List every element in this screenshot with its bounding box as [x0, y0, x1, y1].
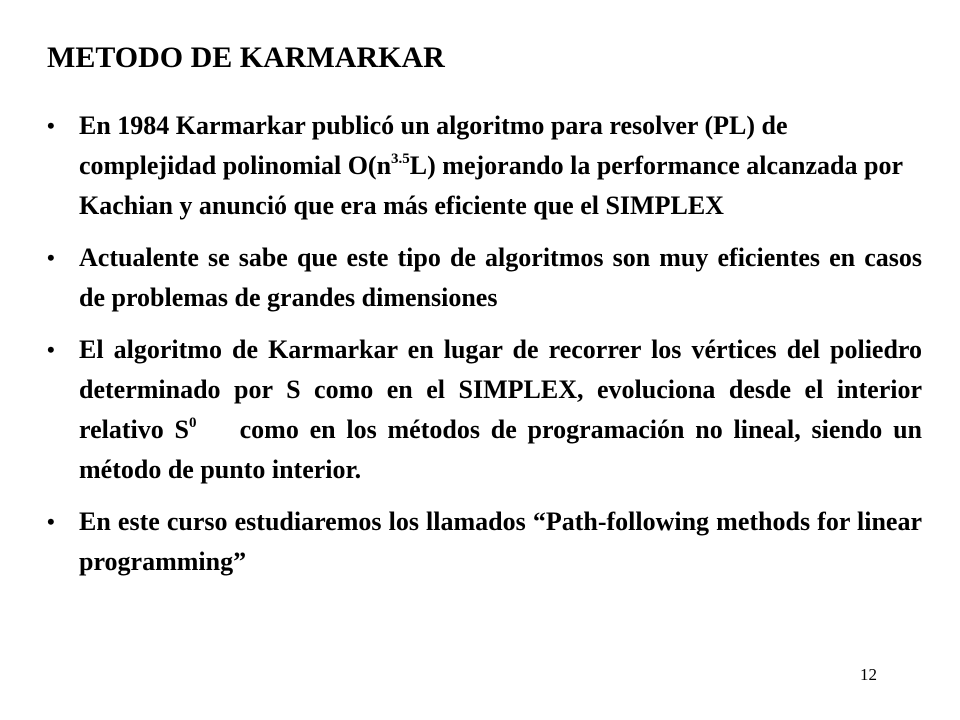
bullet-karmarkar-1984: [47, 106, 922, 226]
bullet-3-text-start: El algoritmo de Karmarkar en lugar de recorrer los vértices del poliedro determinado por S como en el SIMPLEX, evoluciona desde el interior relativo S: [79, 335, 922, 444]
bullet-course-methods: [47, 502, 922, 582]
slide-title: METODO DE KARMARKAR: [47, 41, 445, 74]
bullet-dot: •: [47, 509, 55, 534]
bullet-interior-point: [47, 330, 922, 490]
bullet-dot: •: [47, 113, 55, 138]
bullet-1-text-end: L) mejorando la performance alcanzada por Kachian y anunció que era más eficiente que el SIMPLEX: [79, 151, 903, 220]
bullet-large-problems: [47, 238, 922, 318]
page-number: 12: [860, 665, 877, 684]
bullet-dot: •: [47, 245, 55, 270]
bullet-list: [47, 106, 922, 582]
bullet-dot: •: [47, 337, 55, 362]
bullet-3-text-end: como en los métodos de programación no lineal, siendo un método de punto interior.: [79, 415, 922, 484]
bullet-1-exponent: 3.5: [391, 151, 410, 167]
bullet-1-text-start: En 1984 Karmarkar publicó un algoritmo para resolver (PL) de complejidad polinomial O(n: [79, 111, 788, 180]
bullet-3-superscript: 0: [188, 415, 197, 431]
bullet-4-text: En este curso estudiaremos los llamados “Path-following methods for linear programming”: [79, 507, 922, 576]
bullet-2-text: Actualente se sabe que este tipo de algoritmos son muy eficientes en casos de problemas de grandes dimensiones: [79, 243, 922, 312]
